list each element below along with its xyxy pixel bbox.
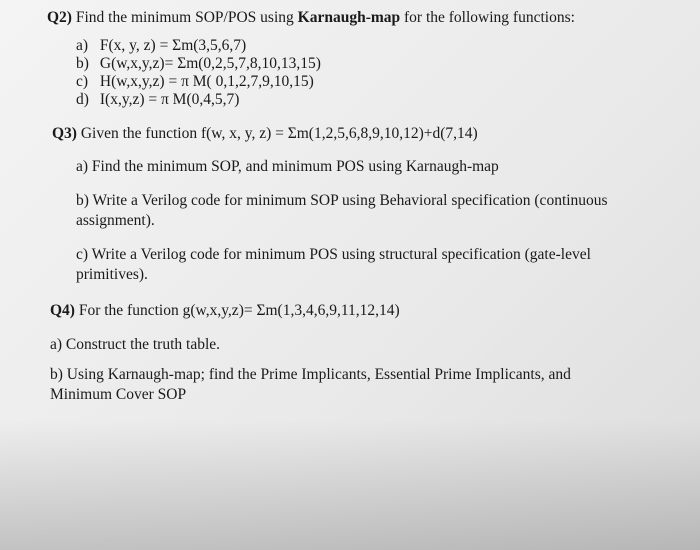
q2-number: Q2) [47,9,72,26]
q3-part-c-line1: c) Write a Verilog code for minimum POS using structural specification (gate-level [76,246,591,263]
q4-heading [50,302,400,320]
q2-item-expr: F(x, y, z) = Σm(3,5,6,7) [99,37,247,54]
q2-item-label: c) [76,73,89,90]
photo-shadow [0,420,700,550]
q2-item-expr: G(w,x,y,z)= Σm(0,2,5,7,8,10,13,15) [99,55,321,72]
q2-text-pre: Find the minimum SOP/POS using [71,9,298,26]
q3-part-a: a) Find the minimum SOP, and minimum POS using Karnaugh-map [76,158,499,175]
q4-number: Q4) [50,302,75,319]
q2-item-a [76,37,246,55]
q3-heading [52,125,478,143]
q3-part-c-line2: primitives). [76,266,148,283]
q2-item-d [76,91,239,109]
q3-part-b-line1: b) Write a Verilog code for minimum SOP using Behavioral specification (continuous [76,192,608,209]
q2-item-c [76,73,314,91]
q2-item-label: b) [76,55,89,72]
q4-part-a: a) Construct the truth table. [50,336,221,353]
q4-part-b-line1: b) Using Karnaugh-map; find the Prime Implicants, Essential Prime Implicants, and [50,366,571,383]
q3-text: Given the function f(w, x, y, z) = Σm(1,2,5,6,8,9,10,12)+d(7,14) [76,125,478,142]
q2-item-label: d) [76,91,89,108]
q3-part-b-line2: assignment). [76,212,155,229]
q2-item-label: a) [76,37,89,54]
q4-text: For the function g(w,x,y,z)= Σm(1,3,4,6,9,11,12,14) [74,302,400,319]
q2-item-expr: I(x,y,z) = π M(0,4,5,7) [99,91,240,108]
q4-part-b-line2: Minimum Cover SOP [50,386,187,403]
q2-heading [47,9,575,27]
q2-text-bold: Karnaugh-map [297,9,401,26]
q3-number: Q3) [52,125,77,142]
q2-text-post: for the following functions: [400,9,575,26]
q2-item-b [76,55,321,73]
q2-item-expr: H(w,x,y,z) = π M( 0,1,2,7,9,10,15) [99,73,314,90]
